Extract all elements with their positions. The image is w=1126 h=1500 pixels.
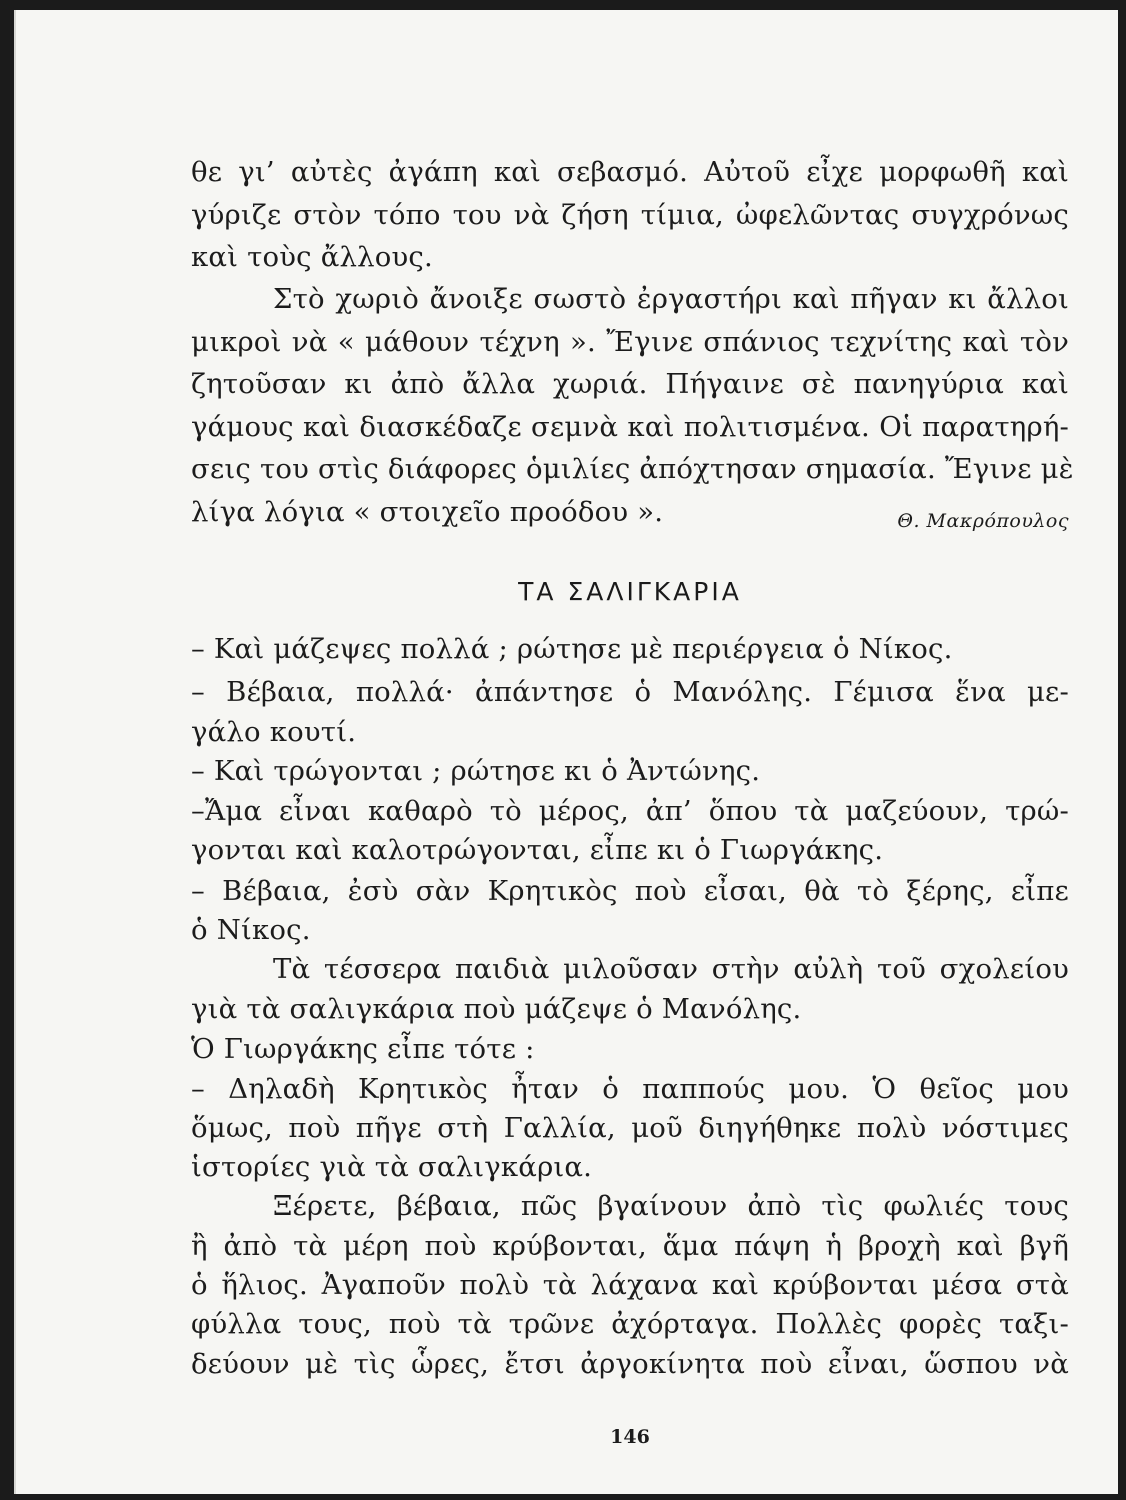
text-line: Στὸ χωριὸ ἄνοιξε σωστὸ ἐργαστήρι καὶ πῆγαν κι ἄλλοι [273,283,1069,315]
text-line: Ὁ Γιωργάκης εἶπε τότε : [191,1033,535,1065]
author-signature: Θ. Μακρόπουλος [897,510,1069,532]
text-line: γάμους καὶ διασκέδαζε σεμνὰ καὶ πολιτισμένα. Οἱ παρατηρή- [191,411,1069,443]
dialogue-line: – Βέβαια, ἐσὺ σὰν Κρητικὸς ποὺ εἶσαι, θὰ τὸ ξέρης, εἶπε [191,875,1069,907]
text-line: ἱστορίες γιὰ τὰ σαλιγκάρια. [191,1151,593,1183]
text-line: καὶ τοὺς ἄλλους. [191,241,433,273]
dialogue-line: – Βέβαια, πολλά· ἀπάντησε ὁ Μανόλης. Γέμισα ἕνα με- [191,676,1069,708]
text-line: σεις του στὶς διάφορες ὁμιλίες ἀπόχτησαν σημασία. Ἔγινε μὲ [191,453,1074,485]
dialogue-line: γονται καὶ καλοτρώγονται, εἶπε κι ὁ Γιωργάκης. [191,834,884,866]
text-line: ὅμως, ποὺ πῆγε στὴ Γαλλία, μοῦ διηγήθηκε πολὺ νόστιμες [191,1112,1069,1144]
book-page [14,10,1118,1494]
text-line: δεύουν μὲ τὶς ὧρες, ἔτσι ἀργοκίνητα ποὺ εἶναι, ὥσπου νὰ [191,1348,1069,1380]
text-line: ζητοῦσαν κι ἀπὸ ἄλλα χωριά. Πήγαινε σὲ πανηγύρια καὶ [191,368,1069,400]
dialogue-line: – Καὶ τρώγονται ; ρώτησε κι ὁ Ἀντώνης. [191,755,761,787]
dialogue-line: ὁ Νίκος. [191,914,311,946]
text-line: Τὰ τέσσερα παιδιὰ μιλοῦσαν στὴν αὐλὴ τοῦ σχολείου [273,953,1069,985]
text-line: Ξέρετε, βέβαια, πῶς βγαίνουν ἀπὸ τὶς φωλιές τους [273,1190,1069,1222]
dialogue-line: γάλο κουτί. [191,716,357,748]
text-line: θε γι’ αὐτὲς ἀγάπη καὶ σεβασμό. Αὐτοῦ εἶχε μορφωθῆ καὶ [191,156,1069,188]
text-line: μικροὶ νὰ « μάθουν τέχνη ». Ἔγινε σπάνιος τεχνίτης καὶ τὸν [191,326,1069,358]
text-line: λίγα λόγια « στοιχεῖο προόδου ». [191,496,664,528]
section-heading: ΤΑ ΣΑΛΙΓΚΑΡΙΑ [518,577,742,606]
text-line: γιὰ τὰ σαλιγκάρια ποὺ μάζεψε ὁ Μανόλης. [191,993,802,1025]
text-line: ἢ ἀπὸ τὰ μέρη ποὺ κρύβονται, ἅμα πάψη ἡ βροχὴ καὶ βγῆ [191,1230,1069,1262]
text-line: – Δηλαδὴ Κρητικὸς ἦταν ὁ παππούς μου. Ὁ θεῖος μου [191,1073,1069,1105]
text-line: ὁ ἥλιος. Ἀγαποῦν πολὺ τὰ λάχανα καὶ κρύβονται μέσα στὰ [191,1269,1069,1301]
page-number: 146 [610,1426,650,1448]
dialogue-line: –Ἄμα εἶναι καθαρὸ τὸ μέρος, ἀπ’ ὅπου τὰ μαζεύουν, τρώ- [191,795,1069,827]
text-line: φύλλα τους, ποὺ τὰ τρῶνε ἀχόρταγα. Πολλὲς φορὲς ταξι- [191,1308,1069,1340]
text-line: γύριζε στὸν τόπο του νὰ ζήση τίμια, ὠφελῶντας συγχρόνως [191,199,1069,231]
dialogue-line: – Καὶ μάζεψες πολλά ; ρώτησε μὲ περιέργεια ὁ Νίκος. [191,633,953,665]
